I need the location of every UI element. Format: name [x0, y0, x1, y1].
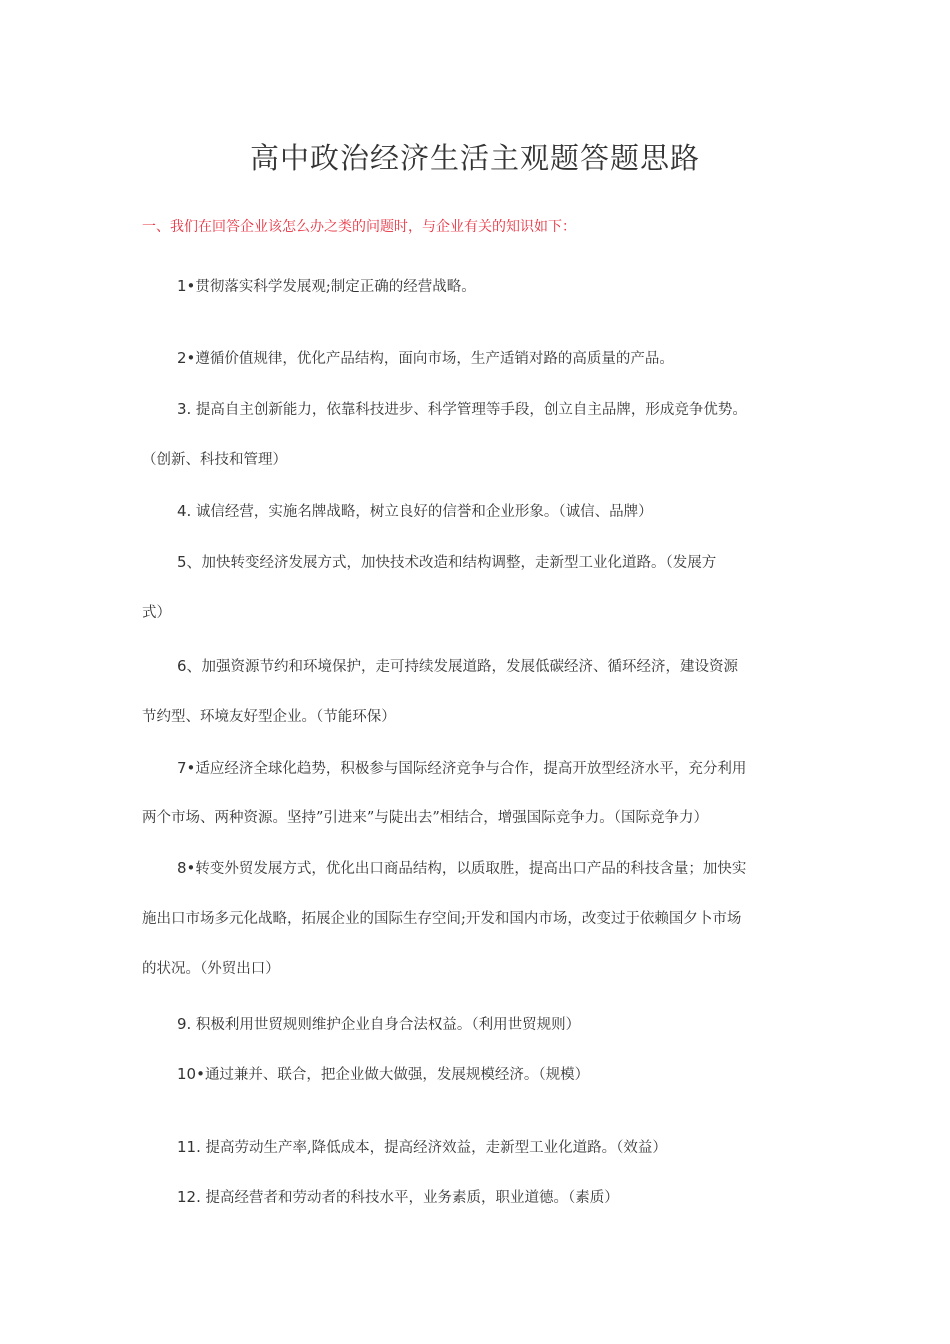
list-item-11 — [177, 1137, 667, 1158]
item-number: 9. — [177, 1015, 192, 1033]
item-number: 8• — [177, 859, 196, 877]
list-item-3-continuation: （创新、科技和管理） — [142, 452, 287, 468]
item-number: 3. — [177, 400, 192, 418]
item-text: 提高经营者和劳动者的科技水平，业务素质，职业道德。（素质） — [200, 1190, 619, 1206]
item-number: 1• — [177, 277, 196, 295]
item-number: 10• — [177, 1065, 205, 1083]
list-item-5 — [177, 552, 716, 573]
list-item-7-continuation: 两个市场、两种资源。坚持”引进来”与陡出去”相结合，增强国际竞争力。（国际竞争力） — [142, 810, 708, 826]
list-item-2 — [177, 348, 674, 369]
list-item-9 — [177, 1014, 580, 1035]
item-number: 11. — [177, 1138, 201, 1156]
item-text: 积极利用世贸规则维护企业自身合法权益。（利用世贸规则） — [191, 1017, 581, 1033]
list-item-4 — [177, 501, 653, 522]
list-item-7 — [177, 758, 746, 779]
item-text: 适应经济全球化趋势，积极参与国际经济竞争与合作，提高开放型经济水平，充分利用 — [195, 761, 747, 777]
list-item-6 — [177, 656, 738, 677]
list-item-5-continuation: 式） — [142, 605, 171, 621]
list-item-6-continuation: 节约型、环境友好型企业。（节能环保） — [142, 709, 396, 725]
list-item-8-continuation: 施出口市场多元化战略，拓展企业的国际生存空间;开发和国内市场，改变过于依赖国夕卜市场 — [142, 911, 742, 927]
list-item-10 — [177, 1064, 589, 1085]
list-item-1 — [177, 276, 476, 297]
list-item-8-continuation: 的状况。（外贸出口） — [142, 961, 280, 977]
item-text: 提高自主创新能力，依靠科技进步、科学管理等手段，创立自主品牌，形成竞争优势。 — [191, 402, 747, 418]
item-number: 6、 — [177, 657, 202, 675]
item-number: 12. — [177, 1188, 201, 1206]
item-text: 加强资源节约和环境保护，走可持续发展道路，发展低碳经济、循环经济，建设资源 — [201, 659, 739, 675]
section-heading: 一、我们在回答企业该怎么办之类的问题时，与企业有关的知识如下： — [142, 219, 576, 235]
list-item-12 — [177, 1187, 619, 1208]
page-title: 高中政治经济生活主观题答题思路 — [249, 141, 700, 175]
item-text: 提高劳动生产率,降低成本，提高经济效益，走新型工业化道路。（效益） — [200, 1140, 667, 1156]
item-number: 2• — [177, 349, 196, 367]
item-text: 贯彻落实科学发展观;制定正确的经营战略。 — [195, 279, 476, 295]
item-text: 加快转变经济发展方式，加快技术改造和结构调整，走新型工业化道路。（发展方 — [201, 555, 717, 571]
item-text: 诚信经营，实施名牌战略，树立良好的信誉和企业形象。（诚信、品牌） — [191, 504, 653, 520]
item-text: 遵循价值规律，优化产品结构，面向市场，生产适销对路的高质量的产品。 — [195, 351, 674, 367]
list-item-3 — [177, 399, 747, 420]
list-item-8 — [177, 858, 746, 879]
item-text: 转变外贸发展方式，优化出口商品结构，以质取胜，提高出口产品的科技含量；加快实 — [195, 861, 747, 877]
item-number: 7• — [177, 759, 196, 777]
item-text: 通过兼并、联合，把企业做大做强，发展规模经济。（规模） — [204, 1067, 590, 1083]
item-number: 5、 — [177, 553, 202, 571]
item-number: 4. — [177, 502, 192, 520]
